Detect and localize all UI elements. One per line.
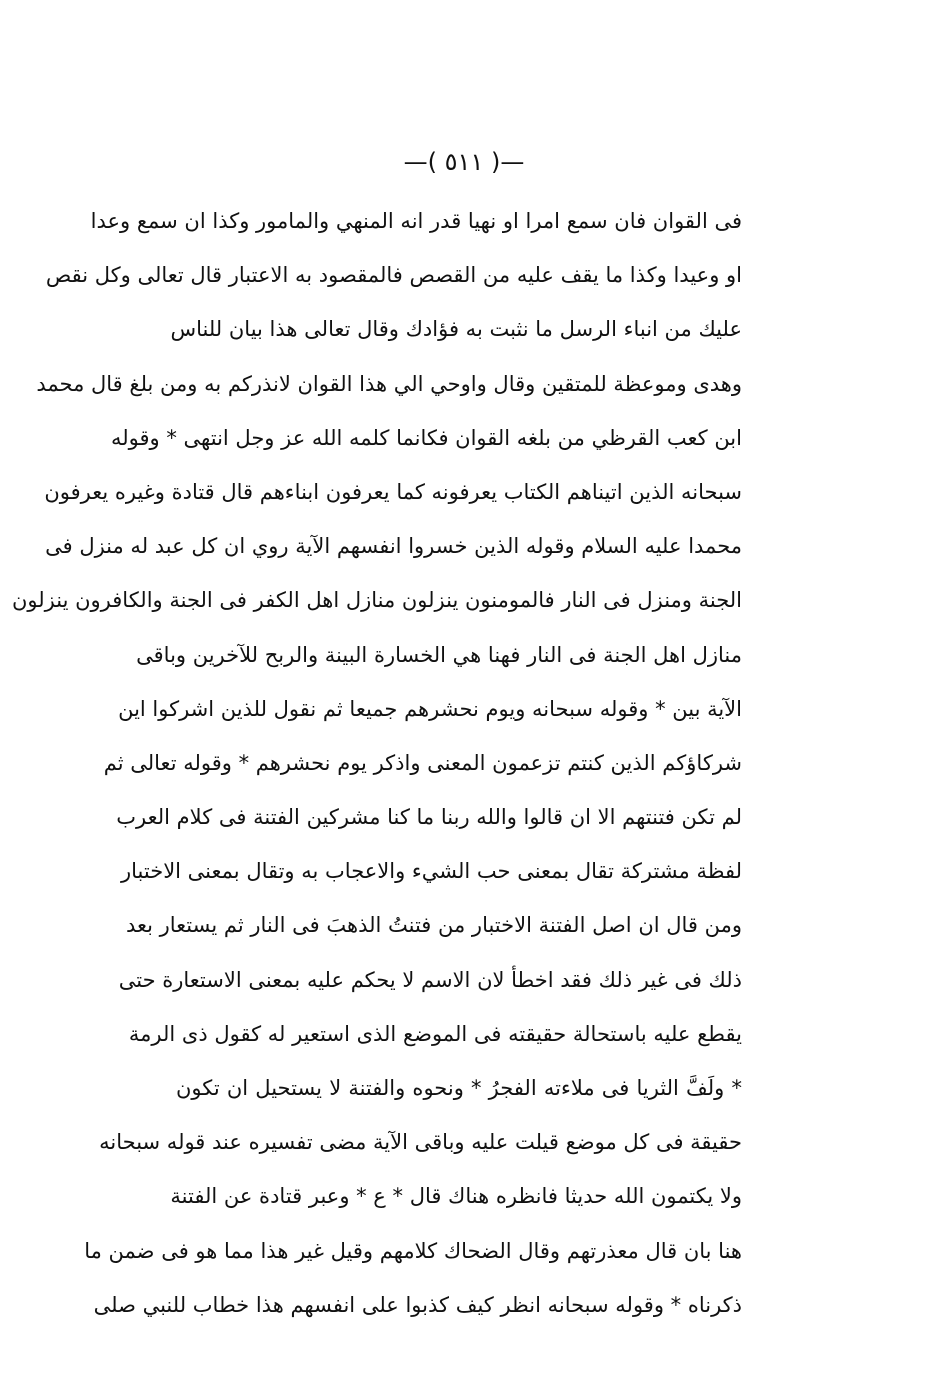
text-line: هنا بان قال معذرتهم وقال الضحاك كلامهم وقیل غیر هذا مما هو فی ضمن ما <box>84 1238 742 1263</box>
page-number: —( ٥١١ )— <box>403 148 525 176</box>
body-text <box>12 194 742 1332</box>
text-line: ابن كعب القرظي من بلغه القوان فكانما كلمه الله عز وجل انتهی * وقوله <box>111 425 742 450</box>
text-line: یقطع علیه باستحالة حقیقته فی الموضع الذی استعیر له كقول ذی الرمة <box>128 1021 742 1046</box>
text-line: ذلك فی غیر ذلك فقد اخطأ لان الاسم لا یحكم علیه بمعنی الاستعارة حتی <box>118 967 742 992</box>
text-line: لفظة مشتركة تقال بمعنی حب الشيء والاعجاب به وتقال بمعنی الاختبار <box>121 859 742 884</box>
text-line: فی القوان فان سمع امرا او نهیا قدر انه المنهي والمامور وكذا ان سمع وعدا <box>90 209 742 233</box>
text-line: سبحانه الذین اتیناهم الكتاب یعرفونه كما یعرفون ابناءهم قال قتادة وغیره یعرفون <box>44 479 742 504</box>
text-line: منازل اهل الجنة فی النار فهنا هي الخسارة البینة والربح للآخرین وباقی <box>136 642 742 667</box>
text-line: لم تكن فتنتهم الا ان قالوا والله ربنا ما كنا مشركین الفتنة فی كلام العرب <box>116 805 742 830</box>
text-line: ذكرناه * وقوله سبحانه انظر كیف كذبوا علی انفسهم هذا خطاب للنبي صلی <box>93 1292 742 1317</box>
text-line: الآیة بین * وقوله سبحانه ویوم نحشرهم جمیعا ثم نقول للذین اشركوا این <box>118 696 742 721</box>
text-line: الجنة ومنزل فی النار فالمومنون ینزلون منازل اهل الكفر فی الجنة والكافرون ینزلون <box>12 588 742 613</box>
text-line: ومن قال ان اصل الفتنة الاختبار من فتنتُ الذهبَ فی النار ثم یستعار بعد <box>125 913 742 938</box>
text-line: او وعیدا وكذا ما یقف علیه من القصص فالمقصود به الاعتبار قال تعالی وكل نقص <box>45 263 742 288</box>
text-line: محمدا علیه السلام وقوله الذین خسروا انفسهم الآیة روي ان كل عبد له منزل فی <box>45 534 742 559</box>
text-line: ولا یكتمون الله حدیثا فانظره هناك قال * ع * وعبر قتادة عن الفتنة <box>170 1184 742 1209</box>
text-line: شركاؤكم الذین كنتم تزعمون المعنی واذكر یوم نحشرهم * وقوله تعالی ثم <box>103 750 742 775</box>
text-line: * ولَفَّ الثریا فی ملاءته الفجرُ * ونحوه والفتنة لا یستحیل ان تكون <box>176 1076 742 1100</box>
text-line: وهدی وموعظة للمتقین وقال واوحي الي هذا القوان لانذركم به ومن بلغ قال محمد <box>36 371 742 396</box>
text-line: علیك من انباء الرسل ما نثبت به فؤادك وقال تعالی هذا بیان للناس <box>170 317 742 342</box>
text-line: حقیقة فی كل موضع قیلت علیه وباقی الآیة مضی تفسیره عند قوله سبحانه <box>99 1130 742 1155</box>
